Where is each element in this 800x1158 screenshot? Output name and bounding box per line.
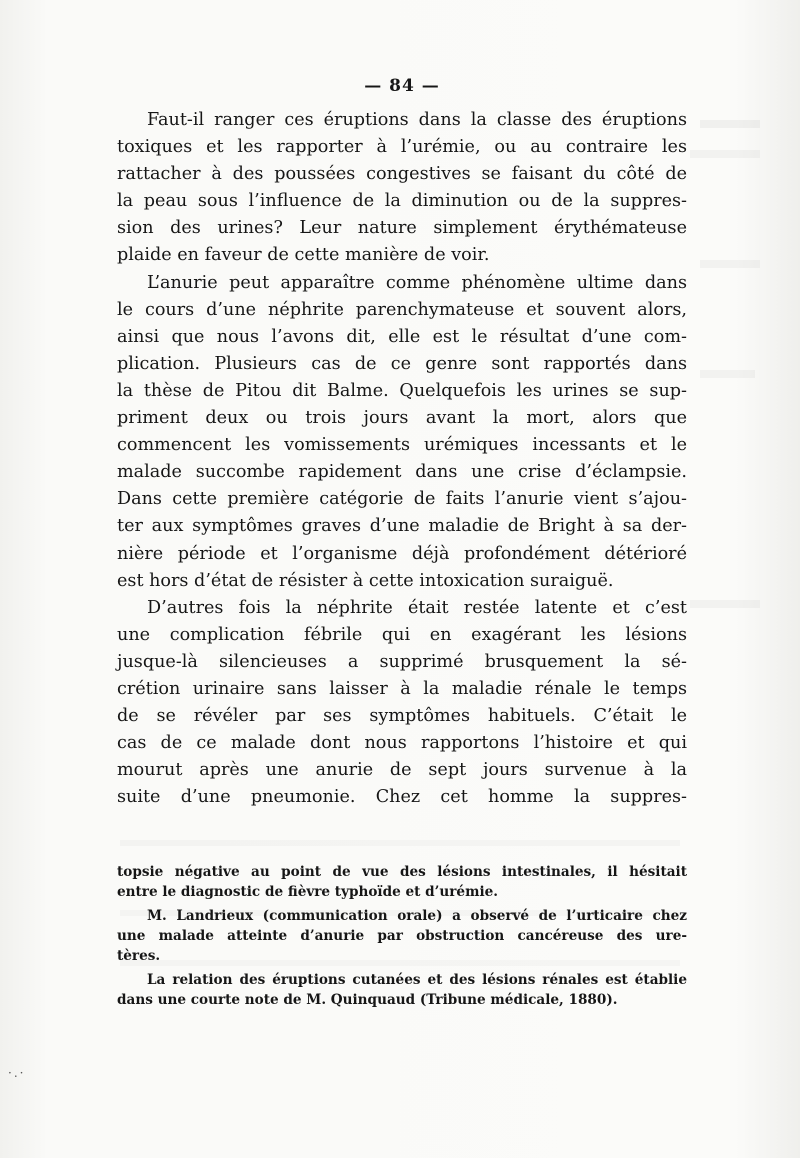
- body-line: mourut après une anurie de sept jours survenue à la: [117, 760, 687, 781]
- body-line: L’anurie peut apparaître comme phénomène ultime dans: [147, 272, 687, 293]
- body-line: ainsi que nous l’avons dit, elle est le résultat d’une com-: [117, 326, 687, 347]
- body-line: jusque-là silencieuses a supprimé brusquement la sé-: [117, 651, 687, 672]
- footnote-line: entre le diagnostic de fièvre typhoïde et d’urémie.: [117, 884, 499, 900]
- footnote-line: La relation des éruptions cutanées et des lésions rénales est établie: [147, 972, 687, 988]
- body-line: malade succombe rapidement dans une crise d’éclampsie.: [117, 462, 687, 483]
- body-line: plaide en faveur de cette manière de voir.: [117, 245, 490, 266]
- paper-speck-marks: ·.·: [8, 1066, 26, 1080]
- footnote-line: M. Landrieux (communication orale) a observé de l’urticaire chez: [147, 908, 687, 924]
- body-line: D’autres fois la néphrite était restée latente et c’est: [147, 597, 687, 618]
- body-line: la peau sous l’influence de la diminution ou de la suppres-: [117, 191, 687, 212]
- body-line: le cours d’une néphrite parenchymateuse et souvent alors,: [117, 299, 687, 320]
- body-line: la thèse de Pitou dit Balme. Quelquefois les urines se sup-: [117, 380, 687, 401]
- footnote-line: tères.: [117, 948, 161, 964]
- body-line: Faut-il ranger ces éruptions dans la classe des éruptions: [147, 110, 687, 130]
- body-line: cas de ce malade dont nous rapportons l’histoire et qui: [117, 733, 687, 754]
- body-line: ter aux symptômes graves d’une maladie de Bright à sa der-: [117, 516, 687, 537]
- body-line: Dans cette première catégorie de faits l’anurie vient s’ajou-: [117, 489, 687, 510]
- footnote-line: dans une courte note de M. Quinquaud (Tribune médicale, 1880).: [117, 992, 618, 1008]
- body-line: de se révéler par ses symptômes habituels. C’était le: [117, 706, 687, 727]
- body-line: priment deux ou trois jours avant la mort, alors que: [117, 408, 687, 429]
- body-line: commencent les vomissements urémiques incessants et le: [117, 435, 687, 456]
- body-line: une complication fébrile qui en exagérant les lésions: [117, 624, 687, 645]
- footnote-line: topsie négative au point de vue des lésions intestinales, il hésitait: [117, 864, 687, 880]
- body-line: suite d’une pneumonie. Chez cet homme la suppres-: [117, 787, 687, 808]
- page-number: — 84 —: [364, 76, 440, 96]
- body-line: crétion urinaire sans laisser à la maladie rénale le temps: [117, 678, 687, 699]
- body-line: rattacher à des poussées congestives se faisant du côté de: [117, 164, 687, 185]
- footnotes: [117, 862, 687, 1010]
- body-line: est hors d’état de résister à cette intoxication suraiguë.: [117, 570, 614, 591]
- body-line: nière période et l’organisme déjà profondément détérioré: [117, 543, 687, 564]
- footnote-line: une malade atteinte d’anurie par obstruction cancéreuse des ure-: [117, 928, 687, 944]
- body-line: toxiques et les rapporter à l’urémie, ou au contraire les: [117, 137, 687, 158]
- body-line: plication. Plusieurs cas de ce genre sont rapportés dans: [117, 353, 687, 374]
- body-line: sion des urines? Leur nature simplement érythémateuse: [117, 218, 687, 239]
- body-text: [117, 107, 687, 811]
